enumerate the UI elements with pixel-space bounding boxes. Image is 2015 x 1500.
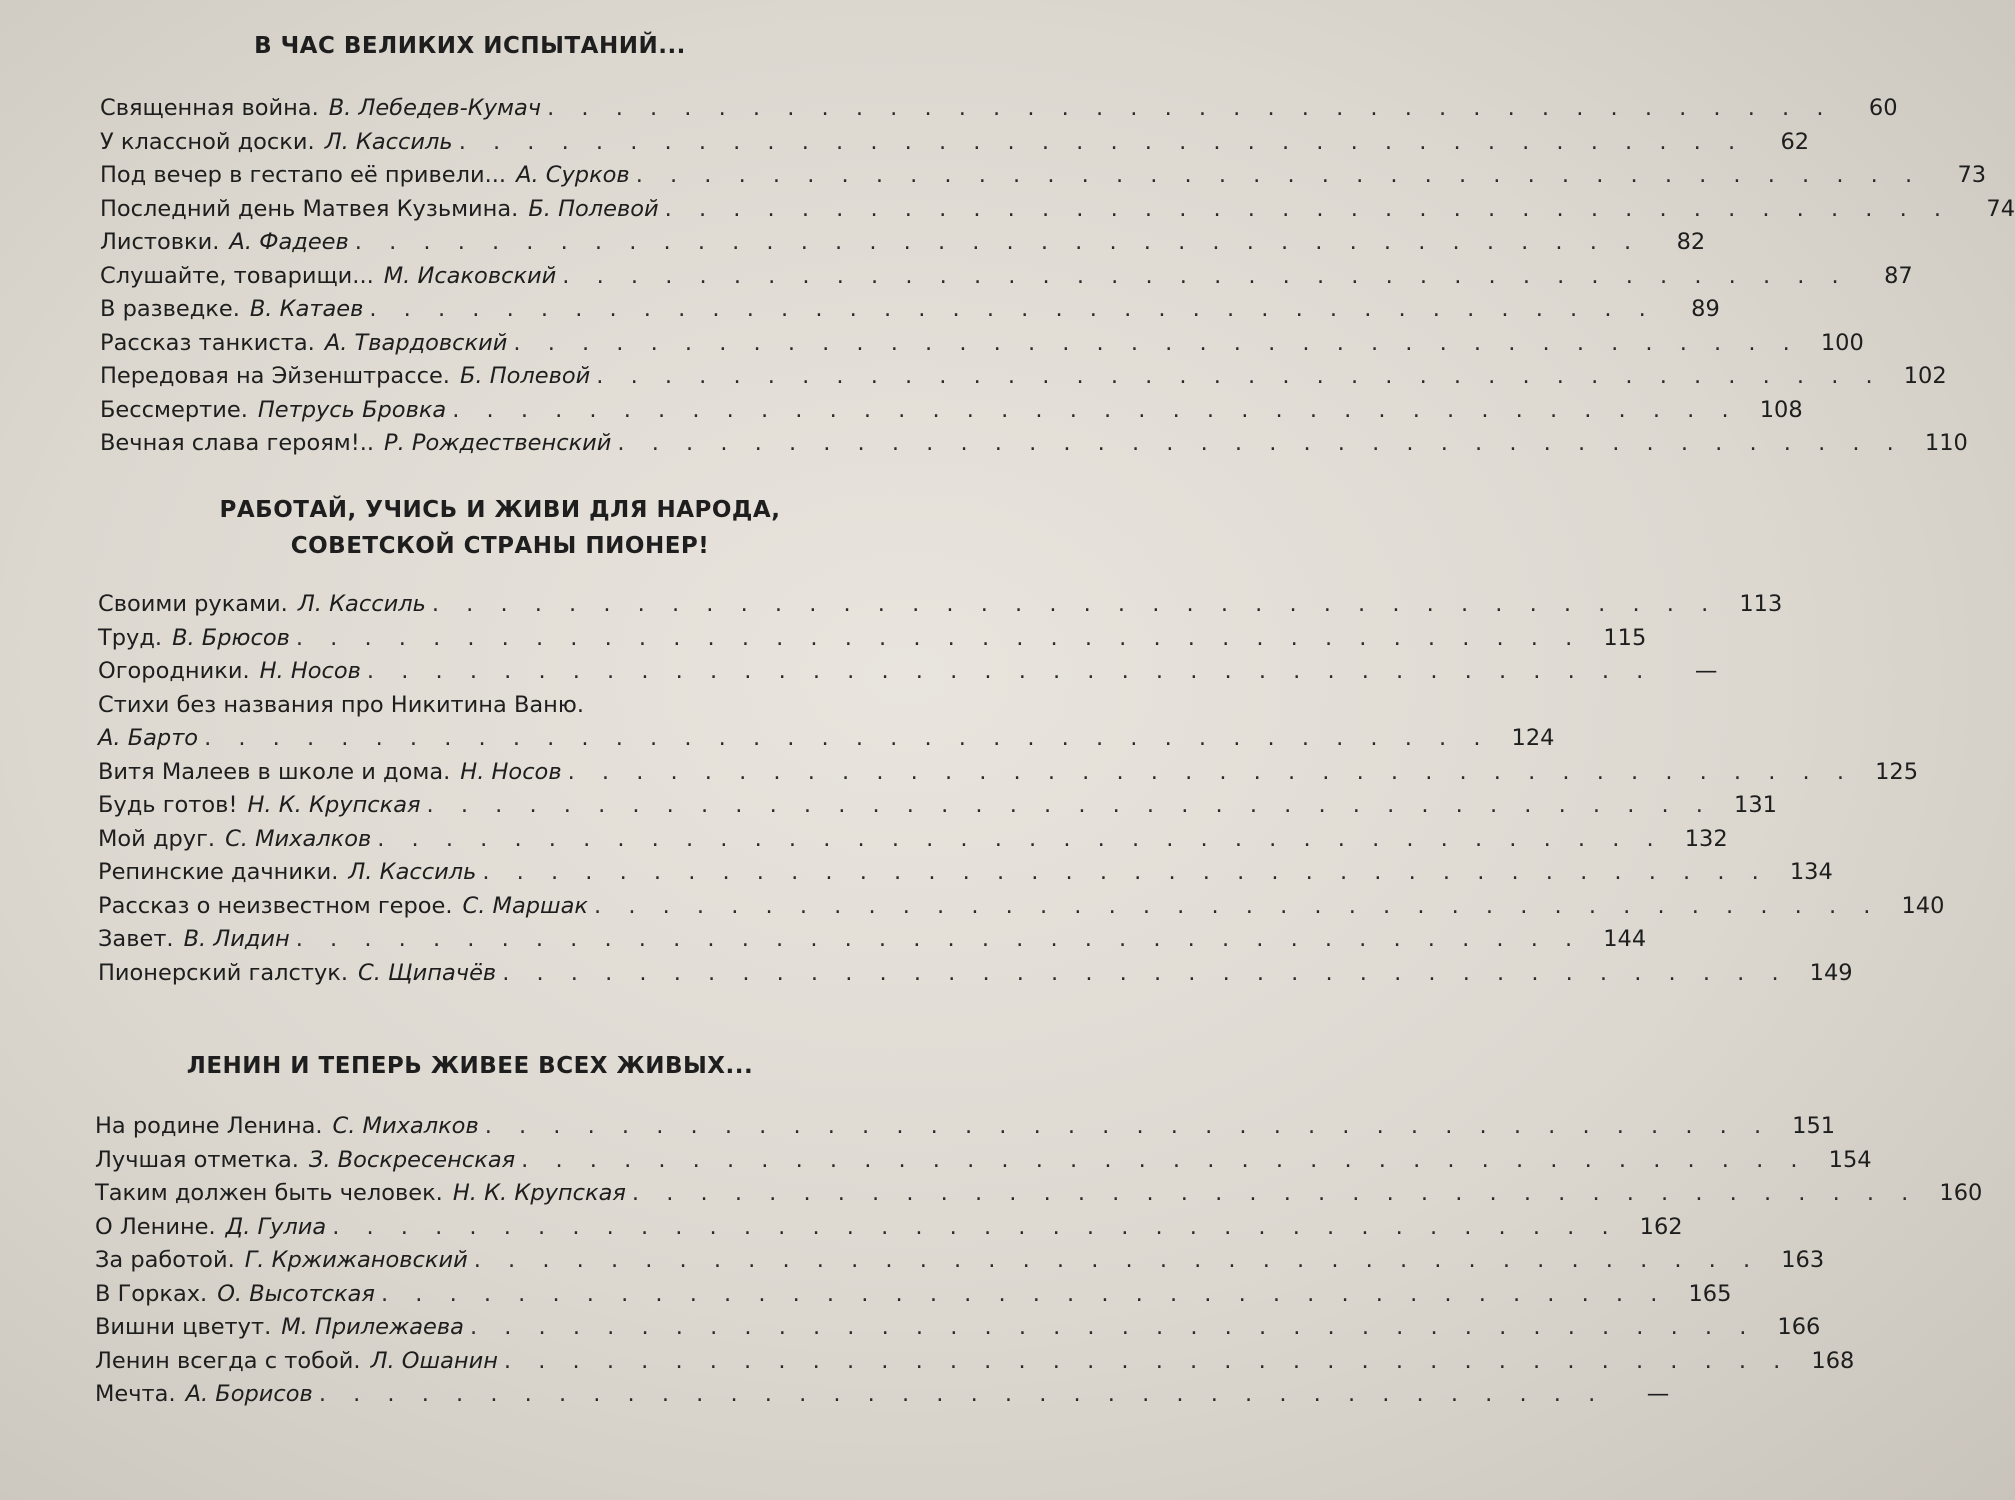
entry-title: Репинские дачники.: [98, 859, 339, 885]
entry-title: Передовая на Эйзенштрассе.: [100, 363, 450, 389]
entry-author: Л. Кассиль: [348, 859, 477, 885]
toc-entry: [98, 722, 1555, 756]
entry-page-number: 154: [1828, 1146, 1872, 1173]
entry-title: Листовки.: [100, 229, 220, 255]
entry-page-number: 74: [1986, 195, 2015, 222]
toc-entry: [98, 890, 1945, 924]
entry-page-number: —: [1646, 1381, 1670, 1407]
toc-entry: [98, 923, 1647, 957]
entry-page-number: 87: [1884, 262, 1913, 289]
entry-page-number: 110: [1924, 430, 1968, 456]
dot-leader: . . . . . . . . . . . . . . . . . . . . . . . . . . . . . . . . . . . . . .: [369, 296, 1656, 322]
entry-title: Под вечер в гестапо её привели...: [100, 162, 507, 188]
entry-page-number: 140: [1901, 892, 1945, 919]
section-heading-line: СОВЕТСКОЙ СТРАНЫ ПИОНЕР!: [290, 533, 710, 559]
entry-author: Д. Гулиа: [225, 1213, 327, 1240]
section-heading: [0, 1048, 1000, 1088]
toc-entry: [95, 1278, 1732, 1312]
dot-leader: . . . . . . . . . . . . . . . . . . . . . . . . . . . . . . . . . . . . . .: [452, 396, 1739, 423]
entry-page-number: 73: [1957, 162, 1987, 188]
toc-entry: [95, 1378, 1670, 1412]
entry-author: Б. Полевой: [528, 195, 659, 222]
entry-page-number: 163: [1781, 1247, 1825, 1273]
toc-entry: [98, 655, 1718, 689]
toc-entry: [98, 689, 850, 723]
entry-title: У классной доски.: [100, 128, 315, 155]
entry-author: В. Лидин: [183, 926, 290, 952]
toc-entry: [98, 622, 1647, 656]
dot-leader: . . . . . . . . . . . . . . . . . . . . . . . . . . . . . . . . . . . . . .: [596, 363, 1883, 389]
entry-author: Б. Полевой: [459, 363, 591, 389]
entry-page-number: 60: [1868, 95, 1898, 121]
toc-list: [100, 92, 2015, 461]
section-heading: [0, 28, 1000, 68]
entry-title: Витя Малеев в школе и дома.: [98, 758, 451, 785]
dot-leader: . . . . . . . . . . . . . . . . . . . . . . . . . . . . . . . . . . . . . .: [635, 162, 1923, 188]
entry-title: Пионерский галстук.: [98, 959, 349, 986]
entry-author: Л. Кассиль: [297, 591, 426, 617]
entry-title: Таким должен быть человек.: [95, 1180, 443, 1206]
dot-leader: . . . . . . . . . . . . . . . . . . . . . . . . . . . . . . . . . . . . . .: [567, 758, 1855, 785]
entry-author: А. Твардовский: [324, 329, 508, 356]
entry-page-number: 115: [1603, 624, 1647, 651]
entry-page-number: 160: [1939, 1180, 1983, 1206]
entry-author: Л. Кассиль: [324, 128, 453, 155]
dot-leader: . . . . . . . . . . . . . . . . . . . . . . . . . . . . . . . . . . . . . .: [380, 1280, 1668, 1307]
entry-author: С. Щипачёв: [358, 959, 497, 986]
entry-author: М. Исаковский: [383, 262, 557, 289]
entry-author: О. Высотская: [217, 1280, 375, 1307]
dot-leader: . . . . . . . . . . . . . . . . . . . . . . . . . . . . . . . . . . . . . .: [473, 1247, 1761, 1273]
entry-title: Стихи без названия про Никитина Ваню.: [98, 691, 584, 718]
dot-leader: . . . . . . . . . . . . . . . . . . . . . . . . . . . . . . . . . . . . . .: [484, 1113, 1772, 1139]
entry-title: Труд.: [98, 624, 163, 651]
entry-title: Вишни цветут.: [95, 1314, 272, 1340]
dot-leader: . . . . . . . . . . . . . . . . . . . . . . . . . . . . . . . . . . . . . .: [366, 658, 1654, 684]
toc-entry: [95, 1144, 1872, 1178]
entry-title: В разведке.: [100, 296, 240, 322]
entry-page-number: 89: [1691, 296, 1720, 322]
toc-entry: [100, 193, 2015, 227]
dot-leader: . . . . . . . . . . . . . . . . . . . . . . . . . . . . . . . . . . . . . .: [318, 1381, 1606, 1407]
entry-page-number: 124: [1511, 725, 1555, 751]
entry-title: Будь готов!: [98, 792, 238, 818]
dot-leader: . . . . . . . . . . . . . . . . . . . . . . . . . . . . . . . . . . . . . .: [204, 725, 1491, 751]
toc-entry: [95, 1244, 1825, 1278]
dot-leader: . . . . . . . . . . . . . . . . . . . . . . . . . . . . . . . . . . . . . .: [295, 926, 1583, 952]
entry-page-number: 131: [1734, 792, 1777, 818]
dot-leader: . . . . . . . . . . . . . . . . . . . . . . . . . . . . . . . . . . . . . .: [295, 624, 1583, 651]
entry-author: Н. Носов: [460, 758, 562, 785]
toc-entry: [100, 293, 1720, 327]
toc-entry: [98, 789, 1777, 823]
toc-section-3: [0, 1048, 1983, 1412]
toc-section-1: [0, 28, 2015, 461]
entry-author: Г. Кржижановский: [244, 1247, 468, 1273]
entry-page-number: 149: [1809, 959, 1853, 986]
dot-leader: . . . . . . . . . . . . . . . . . . . . . . . . . . . . . . . . . . . . . .: [594, 892, 1881, 919]
toc-entry: [95, 1345, 1855, 1379]
toc-entry: [100, 260, 1913, 294]
entry-author: М. Прилежаева: [281, 1314, 464, 1340]
entry-page-number: 108: [1759, 396, 1803, 423]
dot-leader: . . . . . . . . . . . . . . . . . . . . . . . . . . . . . . . . . . . . . .: [617, 430, 1904, 456]
entry-author: С. Михалков: [332, 1113, 479, 1139]
entry-author: Н. К. Крупская: [247, 792, 421, 818]
entry-title: Священная война.: [100, 95, 319, 121]
toc-entry: [100, 92, 1898, 126]
dot-leader: . . . . . . . . . . . . . . . . . . . . . . . . . . . . . . . . . . . . . .: [503, 1347, 1791, 1374]
toc-entry: [98, 957, 1853, 991]
entry-page-number: 62: [1780, 128, 1810, 155]
entry-author: Н. Носов: [259, 658, 361, 684]
toc-section-2: [0, 492, 1945, 990]
dot-leader: . . . . . . . . . . . . . . . . . . . . . . . . . . . . . . . . . . . . . .: [664, 195, 1952, 222]
entry-author: Петрусь Бровка: [257, 396, 447, 423]
section-heading: [0, 492, 1000, 572]
entry-page-number: 151: [1792, 1113, 1836, 1139]
entry-page-number: 168: [1811, 1347, 1855, 1374]
dot-leader: . . . . . . . . . . . . . . . . . . . . . . . . . . . . . . . . . . . . . .: [426, 792, 1713, 818]
dot-leader: . . . . . . . . . . . . . . . . . . . . . . . . . . . . . . . . . . . . . .: [458, 128, 1746, 155]
toc-entry: [95, 1177, 1983, 1211]
entry-title: Вечная слава героям!..: [100, 430, 375, 456]
section-heading-line: ЛЕНИН И ТЕПЕРЬ ЖИВЕЕ ВСЕХ ЖИВЫХ...: [186, 1053, 754, 1079]
toc-list: [95, 1110, 1983, 1412]
dot-leader: . . . . . . . . . . . . . . . . . . . . . . . . . . . . . . . . . . . . . .: [502, 959, 1789, 986]
dot-leader: . . . . . . . . . . . . . . . . . . . . . . . . . . . . . . . . . . . . . .: [513, 329, 1800, 356]
dot-leader: . . . . . . . . . . . . . . . . . . . . . . . . . . . . . . . . . . . . . .: [482, 859, 1769, 885]
dot-leader: . . . . . . . . . . . . . . . . . . . . . . . . . . . . . . . . . . . . . .: [631, 1180, 1919, 1206]
entry-page-number: 165: [1688, 1280, 1732, 1307]
entry-title: Рассказ танкиста.: [100, 329, 315, 356]
entry-page-number: 166: [1777, 1314, 1821, 1340]
entry-page-number: 144: [1603, 926, 1647, 952]
entry-page-number: 162: [1639, 1213, 1683, 1240]
toc-entry: [100, 159, 1987, 193]
entry-author: В. Брюсов: [172, 624, 290, 651]
entry-author: З. Воскресенская: [308, 1146, 516, 1173]
entry-page-number: 82: [1676, 229, 1706, 255]
entry-title: Огородники.: [98, 658, 250, 684]
entry-title: Слушайте, товарищи...: [100, 262, 374, 289]
toc-entry: [98, 756, 1919, 790]
entry-title: Мой друг.: [98, 825, 216, 852]
entry-author: Р. Рождественский: [384, 430, 612, 456]
entry-author: А. Фадеев: [229, 229, 349, 255]
toc-list: [98, 588, 1945, 990]
dot-leader: . . . . . . . . . . . . . . . . . . . . . . . . . . . . . . . . . . . . . .: [354, 229, 1642, 255]
toc-entry: [100, 360, 1947, 394]
entry-author: Л. Ошанин: [370, 1347, 498, 1374]
toc-entry: [100, 226, 1706, 260]
entry-title: Лучшая отметка.: [95, 1146, 299, 1173]
entry-title: О Ленине.: [95, 1213, 216, 1240]
entry-author: С. Михалков: [225, 825, 372, 852]
entry-title: В Горках.: [95, 1280, 208, 1307]
entry-author: В. Катаев: [249, 296, 364, 322]
section-heading-line: В ЧАС ВЕЛИКИХ ИСПЫТАНИЙ...: [254, 33, 686, 59]
entry-title: Ленин всегда с тобой.: [95, 1347, 361, 1374]
toc-entry: [98, 588, 1783, 622]
entry-title: Последний день Матвея Кузьмина.: [100, 195, 519, 222]
entry-author: А. Барто: [98, 725, 199, 751]
entry-page-number: —: [1694, 658, 1718, 684]
entry-author: А. Борисов: [185, 1381, 313, 1407]
entry-author: В. Лебедев-Кумач: [328, 95, 542, 121]
toc-entry: [100, 394, 1803, 428]
entry-title: Рассказ о неизвестном герое.: [98, 892, 453, 919]
entry-title: На родине Ленина.: [95, 1113, 323, 1139]
toc-entry: [98, 823, 1728, 857]
entry-title: За работой.: [95, 1247, 235, 1273]
toc-entry: [100, 126, 1810, 160]
dot-leader: . . . . . . . . . . . . . . . . . . . . . . . . . . . . . . . . . . . . . .: [562, 262, 1849, 289]
dot-leader: . . . . . . . . . . . . . . . . . . . . . . . . . . . . . . . . . . . . . .: [521, 1146, 1808, 1173]
entry-page-number: 102: [1903, 363, 1947, 389]
dot-leader: . . . . . . . . . . . . . . . . . . . . . . . . . . . . . . . . . . . . . .: [431, 591, 1719, 617]
dot-leader: . . . . . . . . . . . . . . . . . . . . . . . . . . . . . . . . . . . . . .: [332, 1213, 1619, 1240]
entry-author: Н. К. Крупская: [452, 1180, 626, 1206]
entry-title: Завет.: [98, 926, 174, 952]
toc-entry: [95, 1211, 1683, 1245]
dot-leader: . . . . . . . . . . . . . . . . . . . . . . . . . . . . . . . . . . . . . .: [547, 95, 1834, 121]
toc-entry: [98, 856, 1833, 890]
toc-entry: [100, 427, 1968, 461]
dot-leader: . . . . . . . . . . . . . . . . . . . . . . . . . . . . . . . . . . . . . .: [377, 825, 1664, 852]
entry-page-number: 132: [1684, 825, 1728, 852]
entry-title: Бессмертие.: [100, 396, 248, 423]
entry-title: Мечта.: [95, 1381, 176, 1407]
entry-page-number: 134: [1789, 859, 1833, 885]
toc-entry: [95, 1110, 1836, 1144]
entry-page-number: 113: [1739, 591, 1783, 617]
entry-author: А. Сурков: [516, 162, 630, 188]
entry-page-number: 125: [1875, 758, 1919, 785]
entry-page-number: 100: [1820, 329, 1864, 356]
section-heading-line: РАБОТАЙ, УЧИСЬ И ЖИВИ ДЛЯ НАРОДА,: [219, 497, 781, 523]
toc-entry: [95, 1311, 1821, 1345]
dot-leader: . . . . . . . . . . . . . . . . . . . . . . . . . . . . . . . . . . . . . .: [469, 1314, 1757, 1340]
entry-title: Своими руками.: [98, 591, 288, 617]
toc-entry: [100, 327, 1864, 361]
entry-author: С. Маршак: [462, 892, 589, 919]
